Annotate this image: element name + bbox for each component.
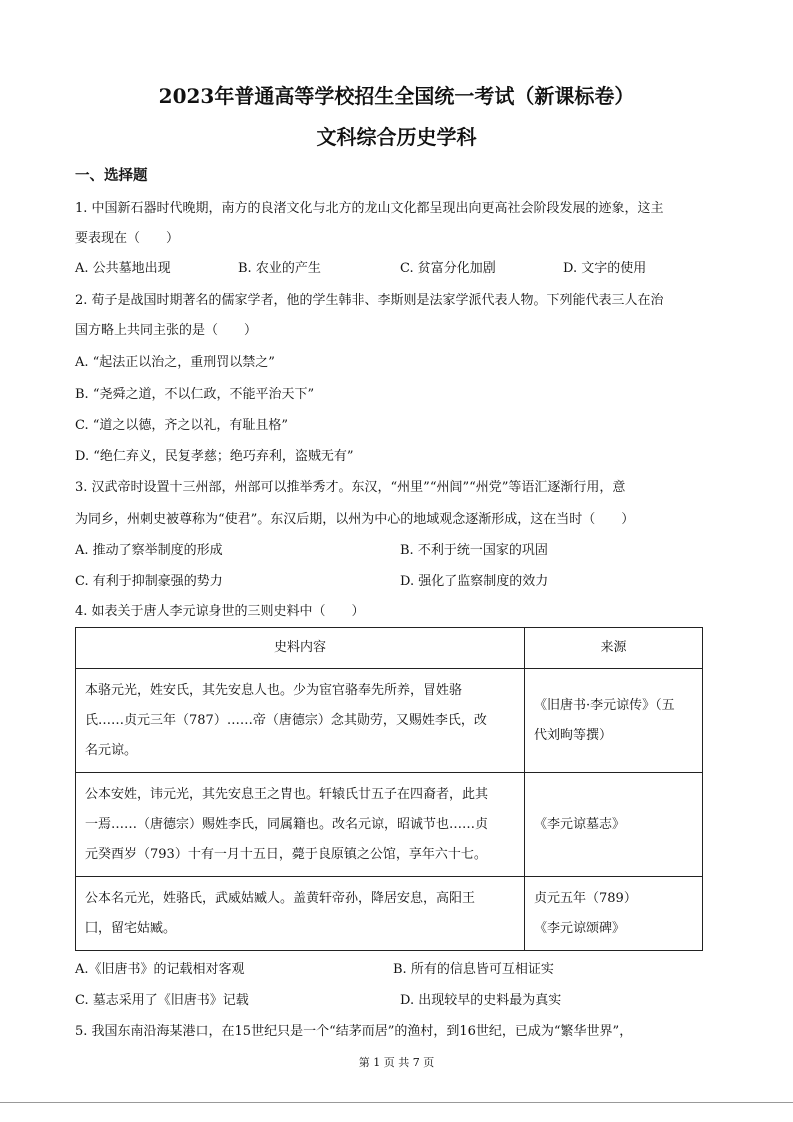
q5-stem-line1: 5. 我国东南沿海某港口，在15世纪只是一个“结茅而居”的渔村，到16世纪，已成为“繁华世界”， xyxy=(75,1024,633,1039)
q1-option-a: A. 公共墓地出现 xyxy=(75,261,171,276)
row3-content-line: 囗，留宅姑臧。 xyxy=(85,920,177,936)
q2-option-d: D. “绝仁弃义，民复孝慈；绝巧弃利，盗贼无有” xyxy=(75,449,354,464)
q3-option-a: A. 推动了察举制度的形成 xyxy=(75,543,223,558)
table-header-row xyxy=(76,628,703,669)
page-divider xyxy=(0,1102,793,1103)
row1-source-line: 《旧唐书·李元谅传》（五 xyxy=(534,697,675,713)
row3-content-line: 公本名元光，姓骆氏，武威姑臧人。盖黄轩帝孙，降居安息，高阳王 xyxy=(85,890,476,906)
q3-option-c: C. 有利于抑制豪强的势力 xyxy=(75,574,223,589)
q2-stem-line2: 国方略上共同主张的是（ ） xyxy=(75,323,258,338)
row3-source xyxy=(525,877,703,951)
table-row xyxy=(76,773,703,877)
q4-stem: 4. 如表关于唐人李元谅身世的三则史料中（ ） xyxy=(75,604,365,619)
q3-option-d: D. 强化了监察制度的效力 xyxy=(400,574,549,589)
q2-option-b: B. “尧舜之道，不以仁政，不能平治天下” xyxy=(75,387,315,402)
row1-source xyxy=(525,669,703,773)
row1-content xyxy=(76,669,525,773)
row1-content-line: 本骆元光，姓安氏，其先安息人也。少为宦官骆奉先所养，冒姓骆 xyxy=(85,682,463,698)
q3-stem-line1: 3. 汉武帝时设置十三州部，州部可以推举秀才。东汉，“州里”“州闾”“州党”等语汇逐渐行用，意 xyxy=(75,480,626,495)
row2-source xyxy=(525,773,703,877)
row1-source-line: 代刘昫等撰） xyxy=(534,727,613,743)
q1-stem-line1: 1. 中国新石器时代晚期，南方的良渚文化与北方的龙山文化都呈现出向更高社会阶段发展的迹象，这主 xyxy=(75,201,664,216)
q4-option-a: A.《旧唐书》的记载相对客观 xyxy=(75,962,245,977)
q4-option-c: C. 墓志采用了《旧唐书》记载 xyxy=(75,993,249,1008)
q1-option-b: B. 农业的产生 xyxy=(238,261,321,276)
row2-content-line: 公本安姓，讳元光，其先安息王之胄也。轩辕氏廿五子在四裔者，此其 xyxy=(85,786,489,802)
table-row xyxy=(76,669,703,773)
page-number: 第 1 页 共 7 页 xyxy=(358,1056,435,1069)
q2-stem-line1: 2. 荀子是战国时期著名的儒家学者，他的学生韩非、李斯则是法家学派代表人物。下列能代表三人在治 xyxy=(75,293,664,308)
q1-option-d: D. 文字的使用 xyxy=(563,261,647,276)
row2-content-line: 一焉……（唐德宗）赐姓李氏，同属籍也。改名元谅，昭诚节也……贞 xyxy=(85,816,489,832)
section-heading: 一、选择题 xyxy=(75,167,148,184)
header-content: 史料内容 xyxy=(76,628,525,669)
row2-content-line: 元癸酉岁（793）十有一月十五日，薨于良原镇之公馆，享年六十七。 xyxy=(85,846,487,862)
row3-source-line: 《李元谅颂碑》 xyxy=(534,920,626,936)
row1-content-line: 名元谅。 xyxy=(85,742,138,758)
q4-option-b: B. 所有的信息皆可互相证实 xyxy=(393,962,554,977)
row2-content xyxy=(76,773,525,877)
row1-content-line: 氏……贞元三年（787）……帝（唐德宗）念其勋劳，又赐姓李氏，改 xyxy=(85,712,487,728)
table-row xyxy=(76,877,703,951)
header-source: 来源 xyxy=(525,628,703,669)
source-table xyxy=(75,627,703,951)
exam-subtitle: 文科综合历史学科 xyxy=(316,125,477,149)
exam-title: 2023年普通高等学校招生全国统一考试（新课标卷） xyxy=(158,84,635,108)
q1-stem-line2: 要表现在（ ） xyxy=(75,231,180,246)
row2-source-line: 《李元谅墓志》 xyxy=(534,816,626,832)
q2-option-a: A. “起法正以治之，重刑罚以禁之” xyxy=(75,355,275,370)
q3-option-b: B. 不利于统一国家的巩固 xyxy=(400,543,548,558)
q4-option-d: D. 出现较早的史料最为真实 xyxy=(400,993,562,1008)
q3-stem-line2: 为同乡，州刺史被尊称为“使君”。东汉后期，以州为中心的地域观念逐渐形成，这在当时（ ） xyxy=(75,512,635,527)
row3-source-line: 贞元五年（789） xyxy=(534,890,637,906)
q1-option-c: C. 贫富分化加剧 xyxy=(400,261,496,276)
q2-option-c: C. “道之以德，齐之以礼，有耻且格” xyxy=(75,418,289,433)
row3-content xyxy=(76,877,525,951)
